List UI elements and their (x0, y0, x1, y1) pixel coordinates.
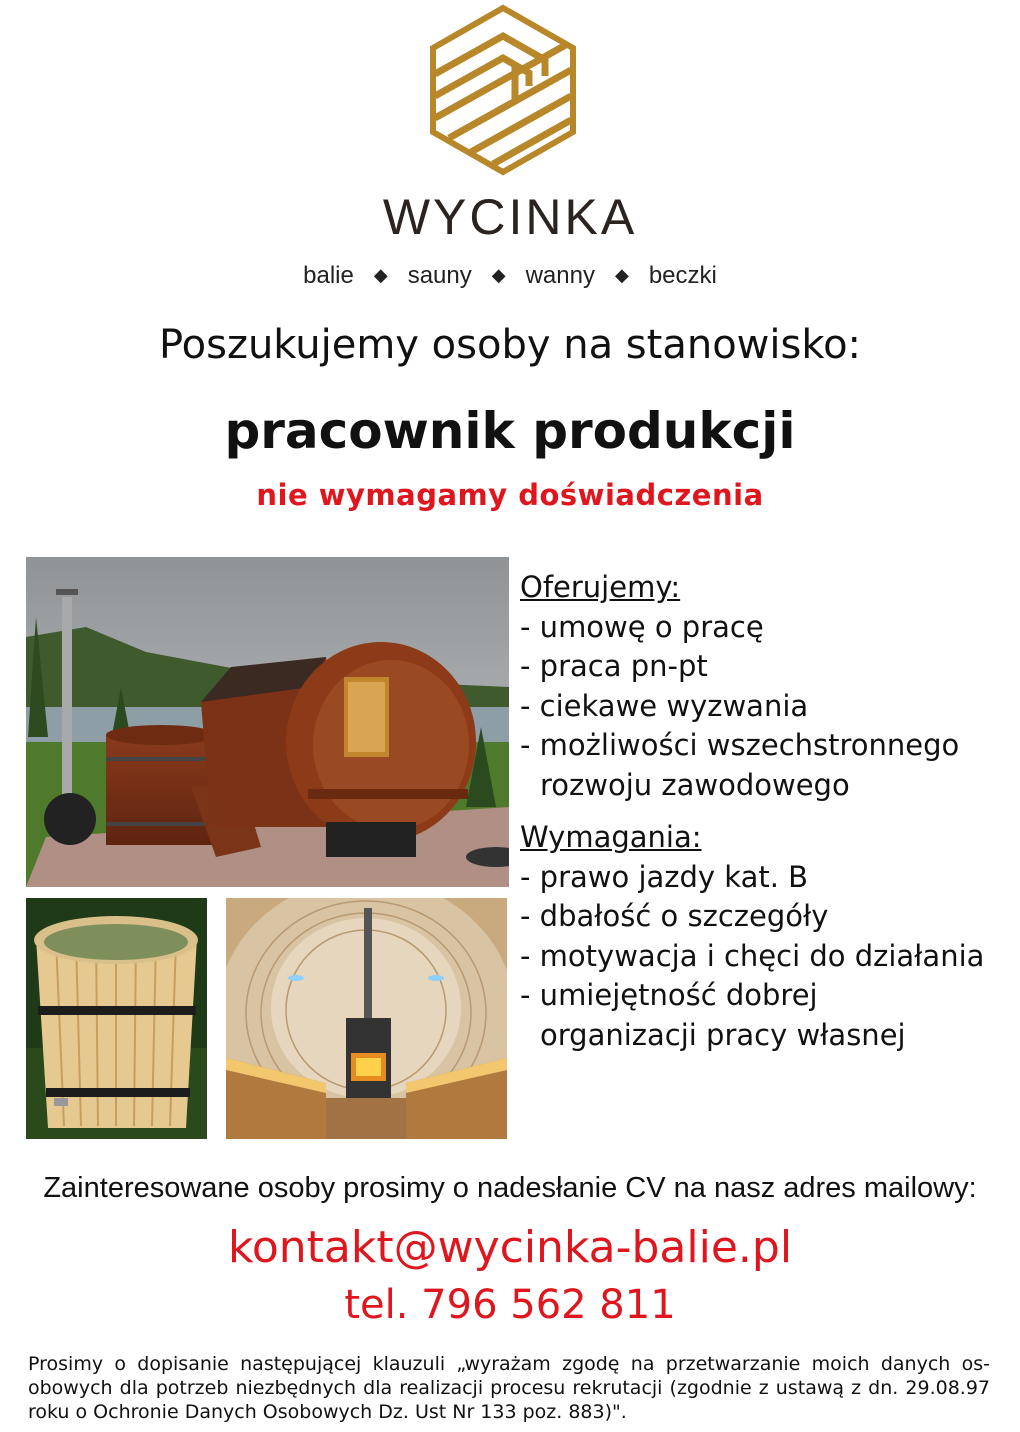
diamond-icon: ◆ (373, 265, 388, 285)
tagline (0, 262, 1020, 290)
invite-text: Zainteresowane osoby prosimy o nadesłanie CV na nasz adres mailowy: (43, 1172, 977, 1204)
position-title: pracownik produkcji (224, 402, 796, 460)
tagline-item: beczki (648, 262, 717, 289)
no-experience-note: nie wymagamy doświadczenia (256, 478, 764, 512)
tagline-item: wanny (525, 262, 595, 289)
headline: Poszukujemy osoby na stanowisko: (158, 322, 862, 368)
contact-phone[interactable]: tel. 796 562 811 (344, 1282, 676, 1328)
requirements-title: Wymagania: (520, 820, 702, 854)
list-item: - prawo jazdy kat. B (520, 859, 809, 894)
list-item: - możliwości wszechstronnego (520, 728, 960, 762)
tagline-item: sauny (407, 262, 472, 289)
offer-title: Oferujemy: (520, 570, 681, 604)
requirements-list (520, 818, 1015, 1055)
tagline-item: balie (303, 262, 354, 289)
list-item: organizacji pracy własnej (540, 1017, 906, 1052)
diamond-icon: ◆ (614, 265, 629, 285)
wycinka-logo-icon (425, 4, 581, 176)
list-item: rozwoju zawodowego (540, 767, 850, 802)
list-item: - ciekawe wyzwania (520, 688, 809, 723)
wooden-tub-photo (26, 898, 207, 1139)
list-item: - motywacja i chęci do działania (520, 938, 985, 973)
list-item: - umowę o pracę (520, 609, 764, 644)
offer-list (520, 568, 1015, 805)
contact-email[interactable]: kontakt@wycinka-balie.pl (227, 1222, 793, 1273)
list-item: - umiejętność dobrej (520, 978, 818, 1012)
list-item: - dbałość o szczegóły (520, 899, 829, 933)
gdpr-clause: Prosimy o dopisanie następującej klauzuli „wyrażam zgodę na przetwarzanie moich danych os-obowych dla potrzeb niezbędnych dla realizacji procesu rekrutacji (zgodnie z ustawą z dn. 29.08.97 roku o Ochronie Danych Osobowych Dz. Ust Nr 133 poz. 883)". (28, 1353, 990, 1423)
list-item: - praca pn-pt (520, 649, 708, 683)
diamond-icon: ◆ (491, 265, 506, 285)
sauna-interior-photo (226, 898, 507, 1139)
brand-name: WYCINKA (382, 189, 638, 245)
barrel-sauna-photo (26, 557, 509, 887)
